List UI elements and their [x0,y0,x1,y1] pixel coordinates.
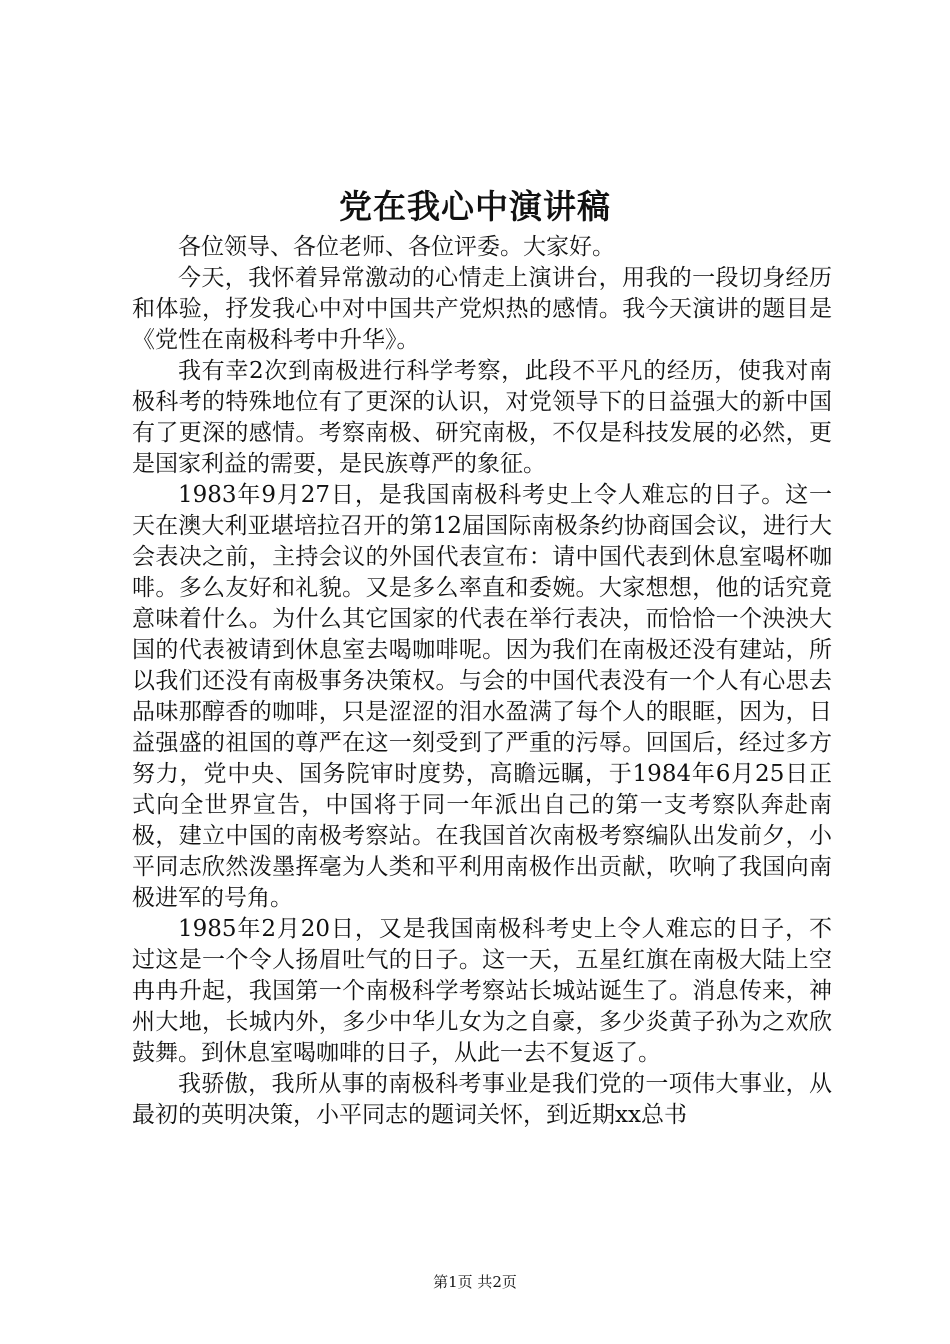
paragraph-1983: 1983年9月27日，是我国南极科考史上令人难忘的日子。这一天在澳大利亚堪培拉召开的第12届国际南极条约协商国会议，进行大会表决之前，主持会议的外国代表宣布：请中国代表到休息室喝杯咖啡。多么友好和礼貌。又是多么率直和委婉。大家想想，他的话究竟意味着什么。为什么其它国家的代表在举行表决，而恰恰一个泱泱大国的代表被请到休息室去喝咖啡呢。因为我们在南极还没有建站，所以我们还没有南极事务决策权。与会的中国代表没有一个人有心思去品味那醇香的咖啡，只是涩涩的泪水盈满了每个人的眼眶，因为，日益强盛的祖国的尊严在这一刻受到了严重的污辱。回国后，经过多方努力，党中央、国务院审时度势，高瞻远瞩，于1984年6月25日正式向全世界宣告，中国将于同一年派出自己的第一支考察队奔赴南极，建立中国的南极考察站。在我国首次南极考察编队出发前夕，小平同志欣然泼墨挥毫为人类和平利用南极作出贡献，吹响了我国向南极进军的号角。 [132,482,832,911]
paragraph-intro: 今天，我怀着异常激动的心情走上演讲台，用我的一段切身经历和体验，抒发我心中对中国共产党炽热的感情。我今天演讲的题目是《党性在南极科考中升华》。 [132,265,832,353]
paragraph-experience: 我有幸2次到南极进行科学考察，此段不平凡的经历，使我对南极科考的特殊地位有了更深的认识，对党领导下的日益强大的新中国有了更深的感情。考察南极、研究南极，不仅是科技发展的必然，更是国家利益的需要，是民族尊严的象征。 [132,358,832,477]
paragraph-greeting: 各位领导、各位老师、各位评委。大家好。 [178,234,615,260]
document-body [132,232,832,1131]
document-title: 党在我心中演讲稿 [339,187,611,226]
paragraph-pride: 我骄傲，我所从事的南极科考事业是我们党的一项伟大事业，从最初的英明决策，小平同志的题词关怀，到近期xx总书 [132,1071,832,1128]
page-footer: 第1页 共2页 [433,1273,517,1291]
paragraph-1985: 1985年2月20日，又是我国南极科考史上令人难忘的日子，不过这是一个令人扬眉吐气的日子。这一天，五星红旗在南极大陆上空冉冉升起，我国第一个南极科学考察站长城站诞生了。消息传来，神州大地，长城内外，多少中华儿女为之自豪，多少炎黄子孙为之欢欣鼓舞。到休息室喝咖啡的日子，从此一去不复返了。 [132,916,832,1066]
